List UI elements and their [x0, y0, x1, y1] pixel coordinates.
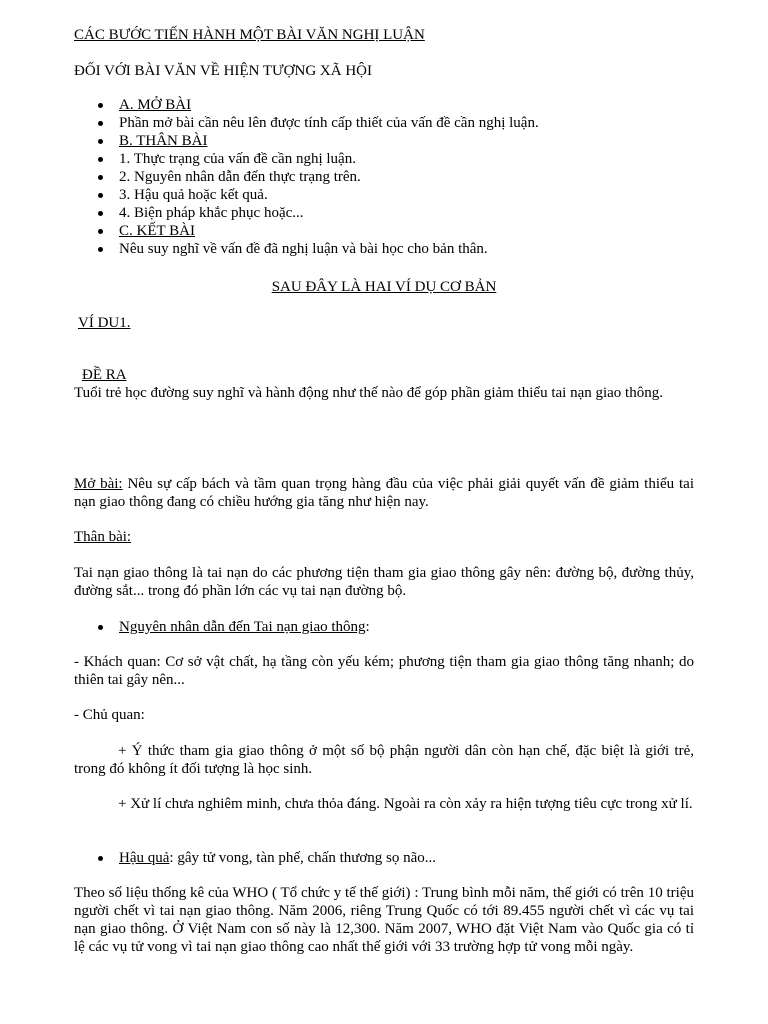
outline-item: 1. Thực trạng của vấn đề cần nghị luận.	[96, 150, 539, 168]
consequences-bullet: Hậu quả: gây tử vong, tàn phế, chấn thương sọ não...	[96, 849, 436, 867]
intro-text: Nêu sự cấp bách và tầm quan trọng hàng đầu của việc phải giải quyết vấn đề giảm thiểu tai nạn giao thông đang có chiều hướng gia tăng như hiện nay.	[74, 476, 695, 510]
subjective-point-1: + Ý thức tham gia giao thông ở một số bộ phận người dân còn hạn chế, đặc biệt là giới trẻ, trong đó không ít đối tượng là học sinh.	[74, 743, 694, 777]
examples-heading: SAU ĐÂY LÀ HAI VÍ DỤ CƠ BẢN	[271, 279, 497, 295]
outline-item: Phần mở bài cần nêu lên được tính cấp thiết của vấn đề cần nghị luận.	[96, 114, 539, 132]
consequences-label: Hậu quả	[119, 850, 170, 866]
subjective-label: - Chủ quan:	[74, 707, 145, 723]
statistics-paragraph: Theo số liệu thống kê của WHO ( Tổ chức y tế thế giới) : Trung bình mỗi năm, thế giới có trên 10 triệu người chết vì tai nạn giao thông. Năm 2006, riêng Trung Quốc có tới 89.455 người chết vì các vụ tai nạn giao thông. Ở Việt Nam con số này là 12,300. Năm 2007, WHO đặt Việt Nam vào Quốc gia có tỉ lệ các vụ tử vong vì tai nạn giao thông cao nhất thế giới với 33 trường hợp tử vong mỗi ngày.	[74, 885, 694, 955]
outline-heading-body: B. THÂN BÀI	[96, 132, 539, 150]
document-subtitle: ĐỐI VỚI BÀI VĂN VỀ HIỆN TƯỢNG XÃ HỘI	[74, 63, 373, 79]
causes-label: Nguyên nhân dẫn đến Tai nạn giao thông	[119, 619, 366, 635]
outline-heading-intro: A. MỞ BÀI	[96, 96, 539, 114]
outline-list	[96, 96, 539, 258]
causes-bullet: Nguyên nhân dẫn đến Tai nạn giao thông:	[96, 618, 370, 636]
outline-item: 2. Nguyên nhân dẫn đến thực trạng trên.	[96, 168, 539, 186]
body-paragraph: Tai nạn giao thông là tai nạn do các phương tiện tham gia giao thông gây nên: đường bộ, đường thủy, đường sắt... trong đó phần lớn các vụ tai nạn đường bộ.	[74, 565, 694, 599]
subjective-point-2: + Xử lí chưa nghiêm minh, chưa thỏa đáng. Ngoài ra còn xảy ra hiện tượng tiêu cực trong xử lí.	[118, 796, 693, 812]
outline-heading-conclusion: C. KẾT BÀI	[96, 222, 539, 240]
document-title: CÁC BƯỚC TIẾN HÀNH MỘT BÀI VĂN NGHỊ LUẬN	[74, 27, 425, 43]
outline-item: Nêu suy nghĩ về vấn đề đã nghị luận và bài học cho bản thân.	[96, 240, 539, 258]
intro-label: Mở bài:	[74, 476, 123, 492]
intro-paragraph	[74, 475, 694, 511]
body-label: Thân bài:	[74, 529, 132, 545]
prompt-label: ĐỀ RA	[82, 367, 127, 383]
outline-item: 3. Hậu quả hoặc kết quả.	[96, 186, 539, 204]
prompt-text: Tuổi trẻ học đường suy nghĩ và hành động như thế nào để góp phần giảm thiểu tai nạn giao thông.	[74, 385, 663, 401]
outline-item: 4. Biện pháp khắc phục hoặc...	[96, 204, 539, 222]
objective-paragraph: - Khách quan: Cơ sở vật chất, hạ tầng còn yếu kém; phương tiện tham gia giao thông tăng nhanh; do thiên tai gây nên...	[74, 654, 694, 688]
example1-label: VÍ DU1.	[78, 315, 131, 331]
